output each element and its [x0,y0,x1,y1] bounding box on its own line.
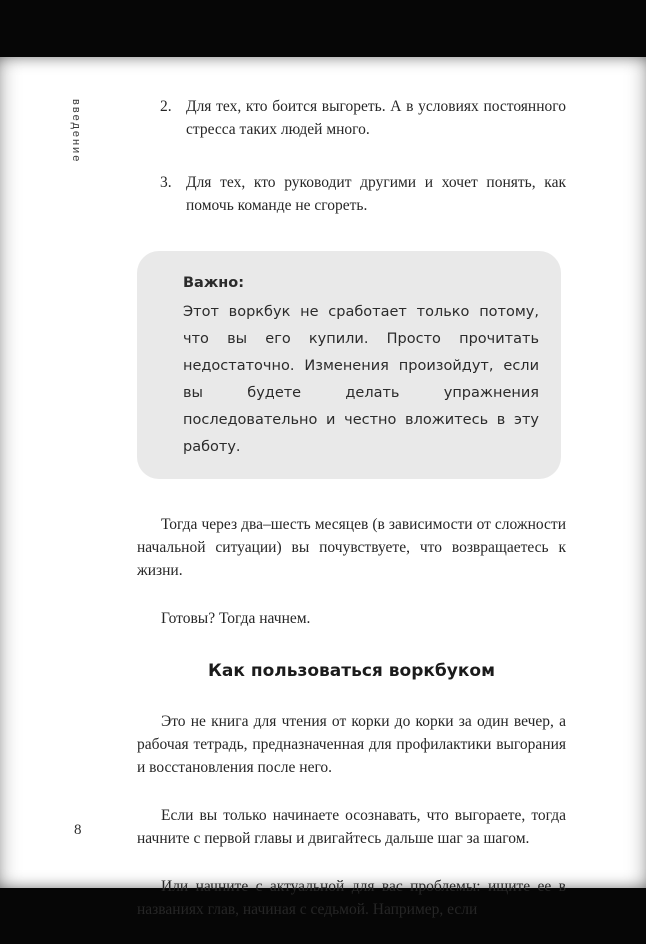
list-item [137,95,566,141]
body-paragraph: Или начните с актуальной для вас проблемы: ищите ее в названиях глав, начиная с седьмой. Например, если [137,878,566,918]
top-black-bar [0,0,646,57]
list-item-number: 3. [160,174,172,191]
body-paragraph: Если вы только начинаете осознавать, что выгораете, тогда начните с первой главы и двигайтесь дальше шаг за шагом. [137,807,566,847]
page-number: 8 [74,822,82,838]
numbered-list [137,95,566,217]
chapter-sidebar-label: введение [70,99,82,164]
body-paragraph: Готовы? Тогда начнем. [161,610,311,627]
callout-body: Этот воркбук не сработает только потому, что вы его купили. Просто прочитать недостаточно. Изменения произойдут, если вы будете делать упражнения последовательно и честно вложитесь в эту работу. [183,304,539,455]
callout-title: Важно: [183,275,245,291]
list-item-text: Для тех, кто боится выгореть. А в условиях постоянного стресса таких людей много. [186,98,566,138]
body-paragraph: Это не книга для чтения от корки до корки за один вечер, а рабочая тетрадь, предназначенная для профилактики выгорания и восстановления после него. [137,713,566,776]
page-content [137,95,566,944]
section-heading: Как пользоваться воркбуком [208,661,495,681]
body-paragraph: Тогда через два–шесть месяцев (в зависимости от сложности начальной ситуации) вы почувствуете, что возвращаетесь к жизни. [137,516,566,579]
list-item-text: Для тех, кто руководит другими и хочет понять, как помочь команде не сгореть. [186,174,566,214]
list-item-number: 2. [160,98,172,115]
list-item [137,171,566,217]
book-page [0,57,646,918]
callout-important-box [137,251,561,479]
